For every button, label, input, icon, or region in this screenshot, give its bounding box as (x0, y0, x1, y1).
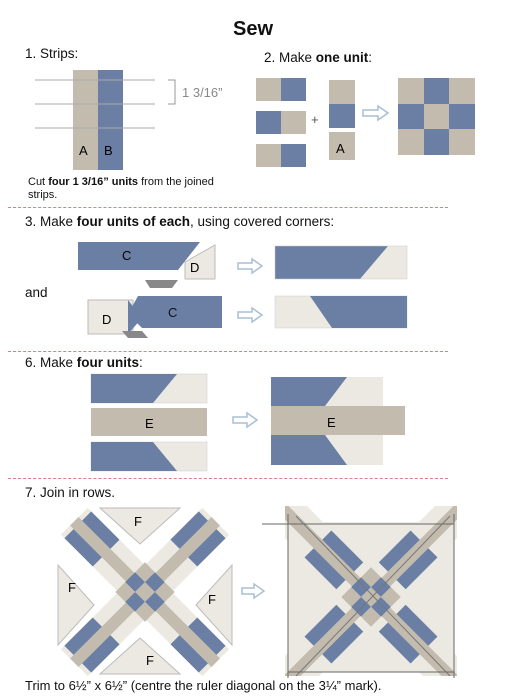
label-a: A (79, 143, 88, 158)
plus-sign: + (311, 112, 319, 127)
measure-bracket (168, 80, 175, 104)
label-b: B (104, 143, 113, 158)
label-a2: A (336, 141, 345, 156)
step1-heading: 1. Strips: (25, 46, 79, 61)
arrow-icon (242, 584, 264, 598)
label-f-left: F (68, 580, 76, 595)
nine-patch-block (398, 78, 475, 155)
page-title: Sew (232, 18, 274, 40)
unjoined-block (58, 506, 232, 677)
step3-heading: 3. Make four units of each, using covered corners: (25, 214, 335, 229)
label-c1: C (122, 248, 132, 263)
step7-heading: 7. Join in rows. (25, 485, 116, 500)
step1-note: Cut four 1 3/16” units from the joined strips. (28, 176, 214, 201)
label-c2: C (168, 305, 178, 320)
step2-heading: 2. Make one unit: (264, 50, 373, 65)
step6-units-diagram (85, 372, 415, 474)
label-f-top: F (134, 514, 142, 529)
arrow-icon (238, 259, 262, 273)
step1-strips-diagram (30, 60, 245, 172)
arrow-icon (363, 106, 388, 120)
label-f-right: F (208, 592, 216, 607)
arrow-icon (238, 308, 262, 322)
divider (8, 207, 448, 208)
trim-note: Trim to 6½” x 6½” (centre the ruler diagonal on the 3¼” mark). (25, 678, 382, 693)
finished-block (262, 500, 473, 680)
label-f-bottom: F (146, 653, 154, 668)
and-label: and (25, 285, 48, 300)
arrow-icon (233, 413, 257, 427)
divider (8, 478, 448, 479)
step7-join-rows-diagram (40, 500, 480, 680)
measure-label: 1 3/16” (182, 85, 223, 100)
label-e2: E (327, 415, 336, 430)
label-d1: D (190, 260, 200, 275)
label-e1: E (145, 416, 154, 431)
divider (8, 351, 448, 352)
step6-heading: 6. Make four units: (25, 355, 143, 370)
label-d2: D (102, 312, 112, 327)
step2-unit-diagram (250, 70, 480, 175)
step3-covered-corners-diagram (70, 236, 420, 346)
